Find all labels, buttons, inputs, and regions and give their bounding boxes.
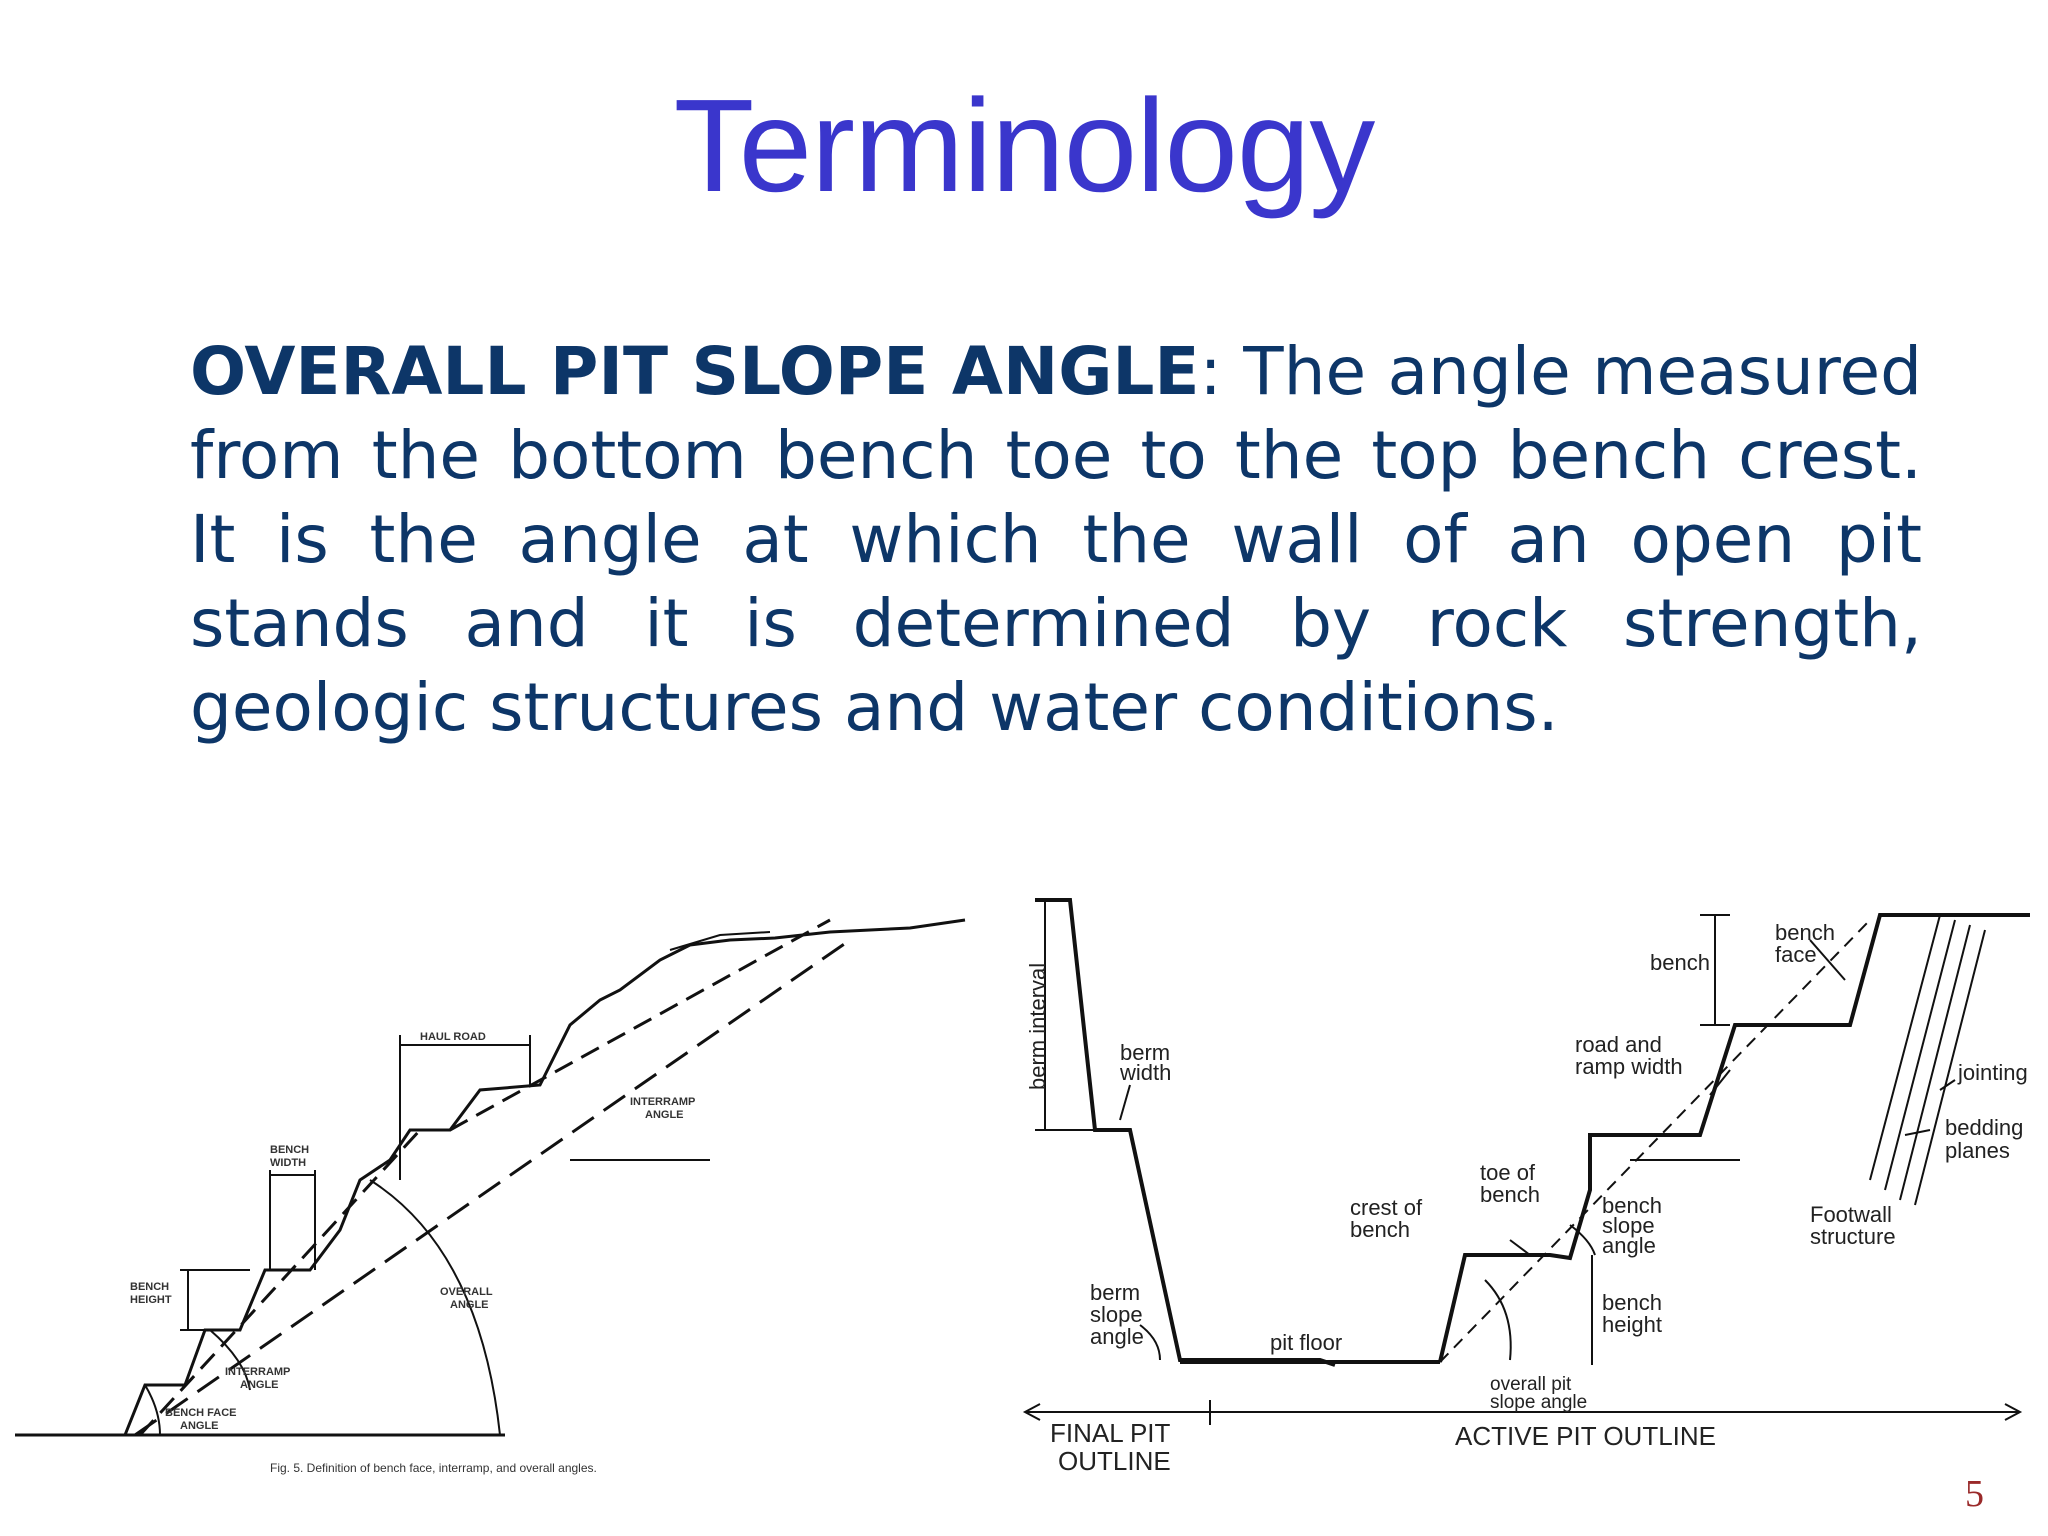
svg-text:BENCH FACE: BENCH FACE [165,1407,237,1419]
svg-text:berm: berm [1120,1040,1171,1065]
svg-text:INTERRAMP: INTERRAMP [225,1366,291,1378]
svg-text:bench: bench [1350,1217,1410,1242]
definition-term: OVERALL PIT SLOPE ANGLE [190,333,1200,410]
svg-text:width: width [1120,1060,1172,1085]
svg-text:bench: bench [1480,1182,1540,1207]
svg-text:slope: slope [1602,1213,1655,1238]
definition-text: The angle measured from the bottom bench toe to the top bench crest. It is the angle at which the wall of an open pit stands and it is determined by rock strength, geologic structures and water conditions. [190,333,1922,746]
figure-caption: Fig. 5. Definition of bench face, interramp, and overall angles. [270,1461,597,1475]
svg-text:ANGLE: ANGLE [450,1299,489,1311]
haul-road-label: HAUL ROAD [420,1031,486,1043]
svg-text:ramp width: ramp width [1575,1054,1683,1079]
bench-profile [125,920,965,1435]
svg-text:bench: bench [1602,1290,1662,1315]
slide-title: Terminology [673,72,1375,219]
svg-text:slope angle: slope angle [1490,1392,1588,1413]
svg-text:planes: planes [1945,1138,2010,1163]
svg-text:FINAL PIT: FINAL PIT [1050,1418,1171,1448]
svg-text:bench: bench [1775,920,1835,945]
active-pit-label: ACTIVE PIT OUTLINE [1455,1421,1717,1451]
svg-text:berm: berm [1090,1280,1141,1305]
svg-text:angle: angle [1090,1324,1144,1349]
svg-text:structure: structure [1810,1224,1896,1249]
svg-text:ANGLE: ANGLE [240,1379,279,1391]
svg-text:ANGLE: ANGLE [645,1109,684,1121]
svg-text:bench: bench [1602,1193,1662,1218]
svg-text:bedding: bedding [1945,1115,2024,1140]
svg-text:Footwall: Footwall [1810,1202,1892,1227]
svg-text:angle: angle [1602,1233,1656,1258]
svg-text:HEIGHT: HEIGHT [130,1294,172,1306]
svg-text:crest of: crest of [1350,1195,1423,1220]
bench-label: bench [1650,950,1710,975]
svg-text:height: height [1602,1312,1662,1337]
svg-text:BENCH: BENCH [270,1144,310,1156]
definition-separator: : [1199,333,1222,410]
right-pit-diagram [1010,880,2040,1480]
overall-slope-line [135,940,850,1435]
jointing-label: jointing [1958,1060,2028,1085]
svg-text:road and: road and [1575,1032,1662,1057]
svg-text:OVERALL: OVERALL [440,1286,493,1298]
svg-text:WIDTH: WIDTH [270,1157,307,1169]
page-number: 5 [1965,1473,1984,1515]
svg-text:slope: slope [1090,1302,1143,1327]
berm-interval-label: berm interval [1025,962,1050,1090]
left-bench-diagram [10,850,970,1480]
svg-text:ANGLE: ANGLE [180,1420,219,1432]
pit-floor-label: pit floor [1270,1330,1343,1355]
svg-text:OUTLINE: OUTLINE [1058,1446,1171,1476]
svg-text:overall pit: overall pit [1490,1374,1572,1395]
pit-profile-left [1035,900,1335,1365]
svg-text:INTERRAMP: INTERRAMP [630,1096,696,1108]
svg-text:toe of: toe of [1480,1160,1536,1185]
svg-text:face: face [1775,942,1817,967]
svg-text:BENCH: BENCH [130,1281,170,1293]
pit-profile-right [1440,915,2030,1362]
definition-paragraph [190,330,1922,750]
